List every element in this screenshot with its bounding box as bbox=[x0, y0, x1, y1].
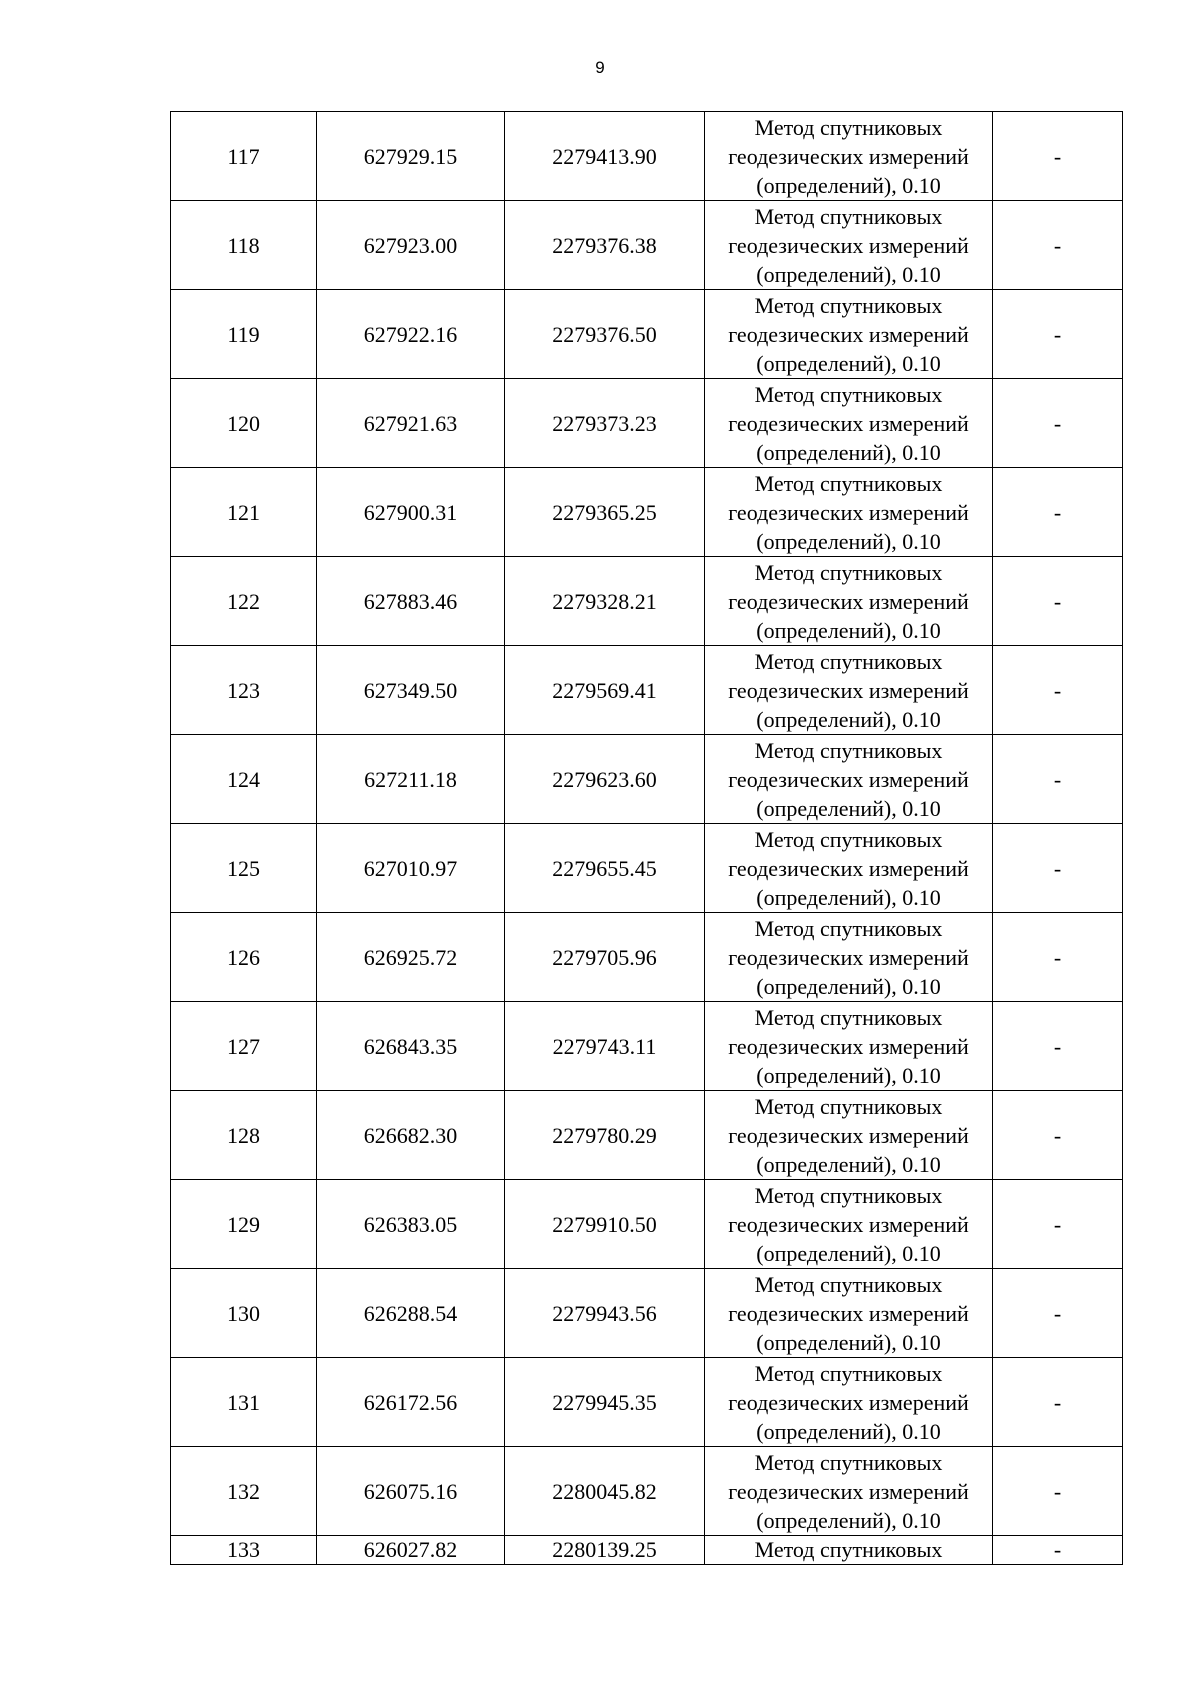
method-cell bbox=[705, 1002, 993, 1091]
method-cell bbox=[705, 379, 993, 468]
method-line: Метод спутниковых bbox=[754, 1271, 943, 1297]
coordinate-x-cell: 627211.18 bbox=[317, 735, 505, 824]
method-line: геодезических измерений bbox=[728, 232, 969, 258]
note-cell: - bbox=[993, 468, 1123, 557]
note-cell: - bbox=[993, 290, 1123, 379]
coordinate-y-cell: 2279945.35 bbox=[505, 1358, 705, 1447]
point-number-cell: 133 bbox=[171, 1536, 317, 1565]
point-number-cell: 128 bbox=[171, 1091, 317, 1180]
coordinate-y-cell: 2279743.11 bbox=[505, 1002, 705, 1091]
point-number-cell: 132 bbox=[171, 1447, 317, 1536]
coordinate-x-cell: 626925.72 bbox=[317, 913, 505, 1002]
coordinates-table bbox=[170, 111, 1123, 1565]
method-line: геодезических измерений bbox=[728, 1033, 969, 1059]
coordinate-x-cell: 627349.50 bbox=[317, 646, 505, 735]
method-line: геодезических измерений bbox=[728, 1478, 969, 1504]
coordinate-x-cell: 627900.31 bbox=[317, 468, 505, 557]
coordinate-x-cell: 627921.63 bbox=[317, 379, 505, 468]
coordinate-x-cell: 627010.97 bbox=[317, 824, 505, 913]
point-number-cell: 127 bbox=[171, 1002, 317, 1091]
table-row bbox=[171, 1358, 1123, 1447]
note-cell: - bbox=[993, 824, 1123, 913]
method-cell bbox=[705, 913, 993, 1002]
method-line: геодезических измерений bbox=[728, 677, 969, 703]
coordinate-x-cell: 627923.00 bbox=[317, 201, 505, 290]
coordinate-y-cell: 2279365.25 bbox=[505, 468, 705, 557]
method-line: (определений), 0.10 bbox=[756, 350, 941, 376]
coordinate-y-cell: 2279655.45 bbox=[505, 824, 705, 913]
coordinate-x-cell: 626682.30 bbox=[317, 1091, 505, 1180]
point-number-cell: 118 bbox=[171, 201, 317, 290]
method-line: Метод спутниковых bbox=[754, 1004, 943, 1030]
note-cell: - bbox=[993, 112, 1123, 201]
point-number-cell: 121 bbox=[171, 468, 317, 557]
method-line: (определений), 0.10 bbox=[756, 1062, 941, 1088]
method-line: Метод спутниковых bbox=[754, 114, 943, 140]
coordinate-y-cell: 2279376.50 bbox=[505, 290, 705, 379]
method-line: Метод спутниковых bbox=[754, 737, 943, 763]
method-cell bbox=[705, 1180, 993, 1269]
point-number-cell: 120 bbox=[171, 379, 317, 468]
method-cell bbox=[705, 112, 993, 201]
method-cell bbox=[705, 1358, 993, 1447]
coordinate-x-cell: 626172.56 bbox=[317, 1358, 505, 1447]
point-number-cell: 125 bbox=[171, 824, 317, 913]
table-row bbox=[171, 1180, 1123, 1269]
point-number-cell: 124 bbox=[171, 735, 317, 824]
method-cell bbox=[705, 1091, 993, 1180]
coordinate-y-cell: 2279413.90 bbox=[505, 112, 705, 201]
method-line: (определений), 0.10 bbox=[756, 1240, 941, 1266]
method-line: (определений), 0.10 bbox=[756, 795, 941, 821]
method-line: геодезических измерений bbox=[728, 1300, 969, 1326]
method-line: геодезических измерений bbox=[728, 588, 969, 614]
method-cell bbox=[705, 735, 993, 824]
method-cell bbox=[705, 1269, 993, 1358]
coordinate-y-cell: 2279569.41 bbox=[505, 646, 705, 735]
method-line: Метод спутниковых bbox=[754, 1449, 943, 1475]
coordinate-y-cell: 2279376.38 bbox=[505, 201, 705, 290]
method-cell bbox=[705, 290, 993, 379]
table-row bbox=[171, 1091, 1123, 1180]
coordinate-y-cell: 2279780.29 bbox=[505, 1091, 705, 1180]
method-line: Метод спутниковых bbox=[754, 1360, 943, 1386]
method-cell bbox=[705, 824, 993, 913]
method-line: Метод спутниковых bbox=[754, 648, 943, 674]
note-cell: - bbox=[993, 646, 1123, 735]
note-cell: - bbox=[993, 913, 1123, 1002]
table-row bbox=[171, 824, 1123, 913]
table-row bbox=[171, 557, 1123, 646]
method-line: (определений), 0.10 bbox=[756, 1151, 941, 1177]
coordinate-x-cell: 627922.16 bbox=[317, 290, 505, 379]
table-row bbox=[171, 201, 1123, 290]
table-body bbox=[171, 112, 1123, 1565]
method-line: геодезических измерений bbox=[728, 410, 969, 436]
method-line: Метод спутниковых bbox=[754, 1537, 943, 1562]
table-row bbox=[171, 913, 1123, 1002]
method-line: Метод спутниковых bbox=[754, 292, 943, 318]
method-line: (определений), 0.10 bbox=[756, 439, 941, 465]
coordinate-y-cell: 2279705.96 bbox=[505, 913, 705, 1002]
coordinate-x-cell: 626027.82 bbox=[317, 1536, 505, 1565]
method-line: (определений), 0.10 bbox=[756, 706, 941, 732]
table-row bbox=[171, 379, 1123, 468]
coordinates-table-container bbox=[170, 111, 1122, 1565]
note-cell: - bbox=[993, 1447, 1123, 1536]
table-row bbox=[171, 468, 1123, 557]
coordinate-y-cell: 2279623.60 bbox=[505, 735, 705, 824]
method-line: геодезических измерений bbox=[728, 321, 969, 347]
method-line: (определений), 0.10 bbox=[756, 1418, 941, 1444]
method-line: (определений), 0.10 bbox=[756, 973, 941, 999]
point-number-cell: 130 bbox=[171, 1269, 317, 1358]
method-line: геодезических измерений bbox=[728, 1211, 969, 1237]
method-line: (определений), 0.10 bbox=[756, 261, 941, 287]
method-line: Метод спутниковых bbox=[754, 559, 943, 585]
method-line: Метод спутниковых bbox=[754, 203, 943, 229]
coordinate-y-cell: 2280045.82 bbox=[505, 1447, 705, 1536]
method-line: Метод спутниковых bbox=[754, 470, 943, 496]
table-row bbox=[171, 735, 1123, 824]
method-line: геодезических измерений bbox=[728, 143, 969, 169]
note-cell: - bbox=[993, 1002, 1123, 1091]
page-number: 9 bbox=[595, 58, 605, 77]
coordinate-y-cell: 2279943.56 bbox=[505, 1269, 705, 1358]
coordinate-y-cell: 2279373.23 bbox=[505, 379, 705, 468]
method-line: Метод спутниковых bbox=[754, 1093, 943, 1119]
table-row bbox=[171, 112, 1123, 201]
table-row bbox=[171, 1536, 1123, 1565]
coordinate-x-cell: 626075.16 bbox=[317, 1447, 505, 1536]
table-row bbox=[171, 1447, 1123, 1536]
method-line: Метод спутниковых bbox=[754, 915, 943, 941]
coordinate-x-cell: 626383.05 bbox=[317, 1180, 505, 1269]
point-number-cell: 129 bbox=[171, 1180, 317, 1269]
method-line: геодезических измерений bbox=[728, 766, 969, 792]
method-cell bbox=[705, 201, 993, 290]
note-cell: - bbox=[993, 1358, 1123, 1447]
note-cell: - bbox=[993, 379, 1123, 468]
point-number-cell: 122 bbox=[171, 557, 317, 646]
method-line: геодезических измерений bbox=[728, 855, 969, 881]
point-number-cell: 131 bbox=[171, 1358, 317, 1447]
note-cell: - bbox=[993, 1536, 1123, 1565]
coordinate-x-cell: 627883.46 bbox=[317, 557, 505, 646]
method-line: (определений), 0.10 bbox=[756, 1507, 941, 1533]
method-line: (определений), 0.10 bbox=[756, 1329, 941, 1355]
coordinate-x-cell: 626288.54 bbox=[317, 1269, 505, 1358]
method-line: Метод спутниковых bbox=[754, 381, 943, 407]
note-cell: - bbox=[993, 1269, 1123, 1358]
method-line: Метод спутниковых bbox=[754, 826, 943, 852]
method-line: геодезических измерений bbox=[728, 944, 969, 970]
method-cell bbox=[705, 557, 993, 646]
point-number-cell: 117 bbox=[171, 112, 317, 201]
method-cell bbox=[705, 1536, 993, 1565]
coordinate-y-cell: 2279328.21 bbox=[505, 557, 705, 646]
point-number-cell: 126 bbox=[171, 913, 317, 1002]
method-line: Метод спутниковых bbox=[754, 1182, 943, 1208]
note-cell: - bbox=[993, 1091, 1123, 1180]
method-cell bbox=[705, 1447, 993, 1536]
note-cell: - bbox=[993, 1180, 1123, 1269]
note-cell: - bbox=[993, 557, 1123, 646]
method-line: (определений), 0.10 bbox=[756, 617, 941, 643]
table-row bbox=[171, 290, 1123, 379]
method-line: (определений), 0.10 bbox=[756, 884, 941, 910]
method-cell bbox=[705, 646, 993, 735]
method-line: (определений), 0.10 bbox=[756, 172, 941, 198]
method-cell bbox=[705, 468, 993, 557]
coordinate-y-cell: 2279910.50 bbox=[505, 1180, 705, 1269]
table-row bbox=[171, 1269, 1123, 1358]
coordinate-x-cell: 627929.15 bbox=[317, 112, 505, 201]
point-number-cell: 119 bbox=[171, 290, 317, 379]
method-line: геодезических измерений bbox=[728, 1122, 969, 1148]
note-cell: - bbox=[993, 201, 1123, 290]
method-line: (определений), 0.10 bbox=[756, 528, 941, 554]
point-number-cell: 123 bbox=[171, 646, 317, 735]
coordinate-x-cell: 626843.35 bbox=[317, 1002, 505, 1091]
note-cell: - bbox=[993, 735, 1123, 824]
method-line: геодезических измерений bbox=[728, 499, 969, 525]
method-line: геодезических измерений bbox=[728, 1389, 969, 1415]
coordinate-y-cell: 2280139.25 bbox=[505, 1536, 705, 1565]
table-row bbox=[171, 1002, 1123, 1091]
table-row bbox=[171, 646, 1123, 735]
